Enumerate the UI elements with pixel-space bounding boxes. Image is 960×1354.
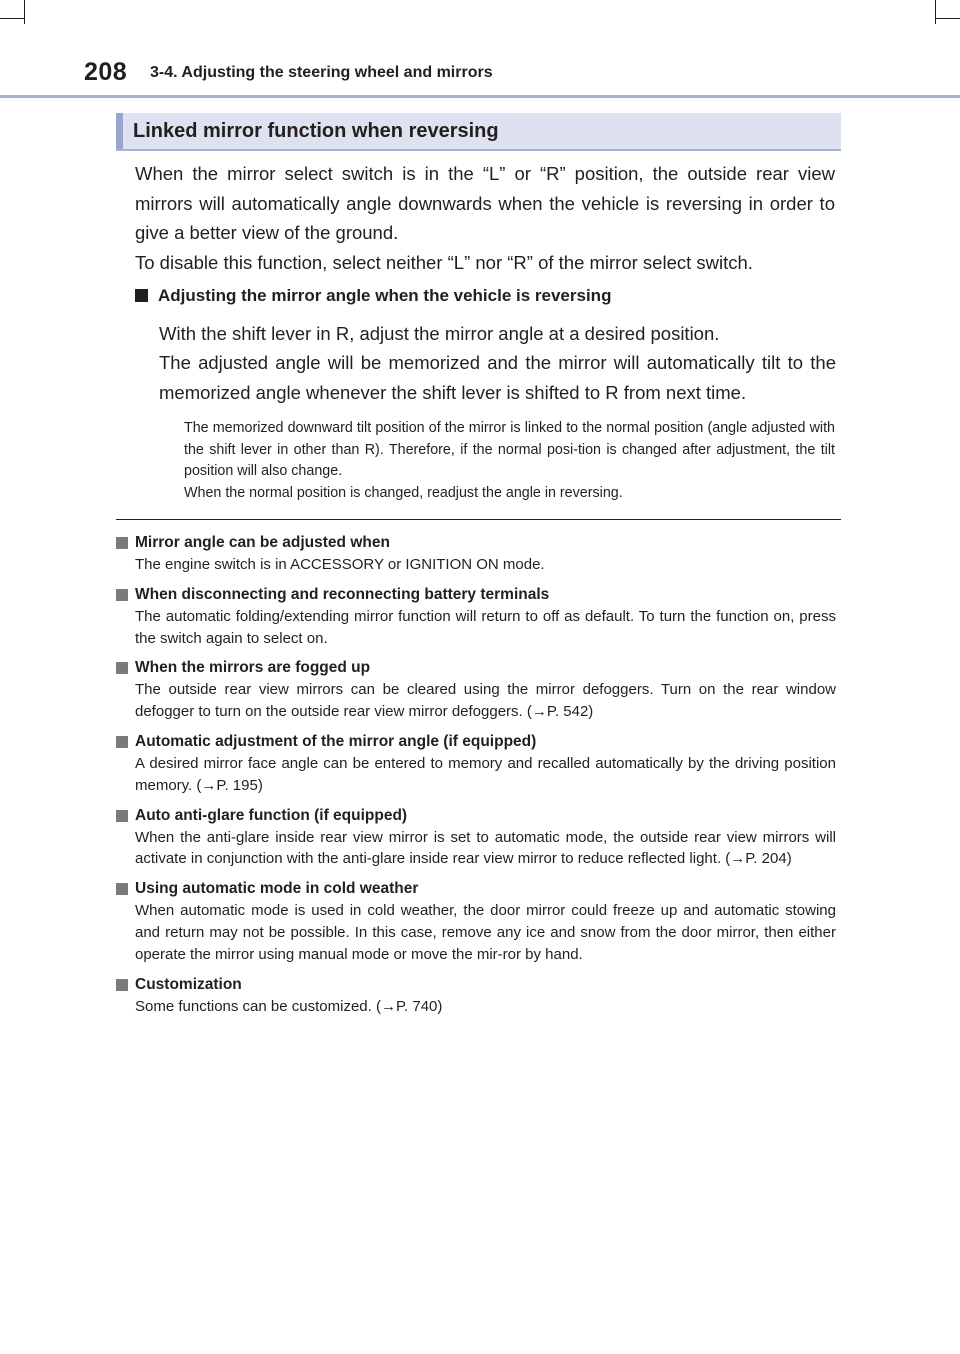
bullet-square-icon — [116, 589, 128, 601]
note-item — [116, 731, 836, 797]
note-body: The automatic folding/extending mirror function will return to off as default. To turn the function on, press the switch again to select on. — [135, 607, 836, 647]
divider — [116, 519, 841, 520]
small-note-text: The memorized downward tilt position of the mirror is linked to the normal position (angle adjusted with the shift lever in other than R). Therefore, if the normal posi-tion is changed after adjustment, the tilt position will also change. — [184, 420, 835, 479]
bullet-square-icon — [116, 662, 128, 674]
crop-mark — [935, 0, 936, 24]
section-heading: Linked mirror function when reversing — [133, 120, 499, 142]
note-title — [116, 805, 836, 827]
note-item — [116, 805, 836, 871]
body-paragraph: When the mirror select switch is in the “L” or “R” position, the outside rear view mirrors will automatically angle downwards when the vehicle is reversing in order to give a better view of the ground. — [135, 163, 835, 243]
bullet-square-icon — [116, 537, 128, 549]
note-title-text: When the mirrors are fogged up — [135, 659, 371, 677]
bullet-square-icon — [116, 883, 128, 895]
bullet-square-icon — [135, 289, 148, 302]
note-body: A desired mirror face angle can be entered to memory and recalled automatically by the driving position memory. (→P. 195) — [135, 754, 836, 794]
note-item — [116, 878, 836, 965]
section-heading-bar — [116, 113, 841, 151]
small-note-text: When the normal position is changed, readjust the angle in reversing. — [184, 484, 623, 501]
note-body: Some functions can be customized. (→P. 740) — [135, 997, 443, 1015]
note-item — [116, 584, 836, 650]
bullet-square-icon — [116, 810, 128, 822]
note-item — [116, 974, 836, 1018]
note-title-text: Customization — [135, 975, 242, 993]
note-title — [116, 532, 836, 554]
note-title — [116, 878, 836, 900]
crop-mark — [24, 0, 25, 24]
crop-mark — [936, 18, 960, 19]
subheading — [135, 286, 611, 306]
chapter-title: 3-4. Adjusting the steering wheel and mirrors — [150, 64, 493, 81]
bullet-square-icon — [116, 979, 128, 991]
note-body: When automatic mode is used in cold weather, the door mirror could freeze up and automatic stowing and return may not be possible. In this case, remove any ice and snow from the door mirror, then either operate the mirror using manual mode or move the mir-ror by hand. — [135, 902, 836, 963]
note-title-text: When disconnecting and reconnecting battery terminals — [135, 585, 550, 603]
page-number: 208 — [84, 58, 128, 86]
notes-list — [116, 532, 836, 1025]
note-title-text: Auto anti-glare function (if equipped) — [135, 806, 408, 824]
note-title — [116, 584, 836, 606]
small-note — [184, 418, 835, 504]
note-body: When the anti-glare inside rear view mirror is set to automatic mode, the outside rear view mirrors will activate in conjunction with the anti-glare inside rear view mirror to reduce reflected light. (→P. 204) — [135, 828, 836, 868]
note-title — [116, 974, 836, 996]
note-item — [116, 532, 836, 576]
note-title-text: Mirror angle can be adjusted when — [135, 534, 390, 551]
note-item — [116, 657, 836, 723]
note-title — [116, 657, 836, 679]
note-body: The engine switch is in ACCESSORY or IGNITION ON mode. — [135, 556, 545, 573]
page-header — [84, 58, 960, 94]
bullet-square-icon — [116, 736, 128, 748]
body-paragraph: To disable this function, select neither “L” nor “R” of the mirror select switch. — [135, 252, 753, 273]
note-body: The outside rear view mirrors can be cleared using the mirror defoggers. Turn on the rear window defogger to turn on the outside rear view mirror defoggers. (→P. 542) — [135, 681, 836, 721]
heading-accent — [116, 113, 123, 149]
crop-mark — [0, 18, 24, 19]
sub-paragraph: With the shift lever in R, adjust the mirror angle at a desired position. — [159, 323, 720, 344]
sub-paragraph: The adjusted angle will be memorized and the mirror will automatically tilt to the memorized angle whenever the shift lever is shifted to R from next time. — [159, 352, 836, 403]
note-title — [116, 731, 836, 753]
header-rule — [0, 95, 960, 98]
note-title-text: Using automatic mode in cold weather — [135, 880, 419, 898]
subheading-text: Adjusting the mirror angle when the vehicle is reversing — [158, 286, 612, 305]
note-title-text: Automatic adjustment of the mirror angle (if equipped) — [135, 732, 537, 750]
